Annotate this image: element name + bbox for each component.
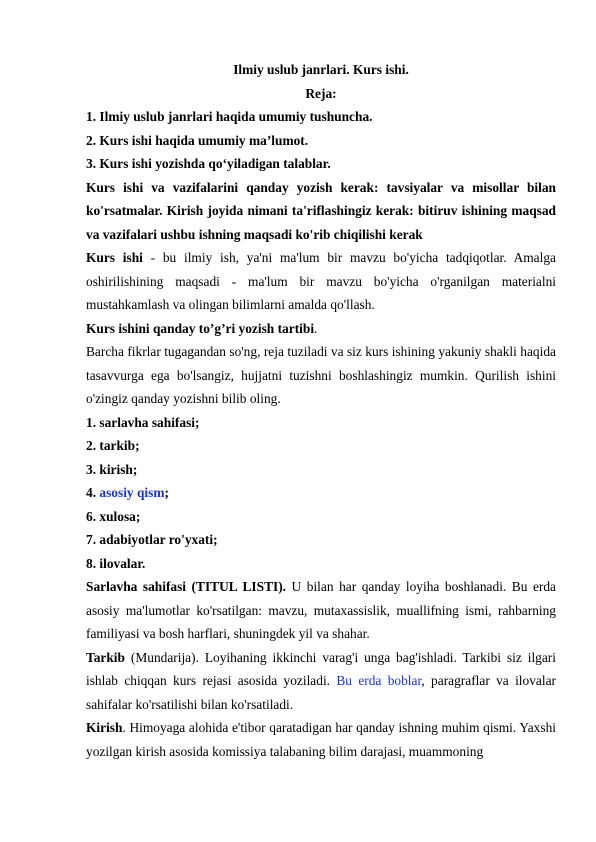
document-title: Ilmiy uslub janrlari. Kurs ishi. [233,62,409,77]
structure-item-7: 7. adabiyotlar ro'yxati; [86,532,218,547]
intro-paragraph: Kurs ishi va vazifalarini qanday yozish kerak: tavsiyalar va misollar bilan ko'rsatmalar. Kirish joyida nimani ta'riflashingiz kerak: bitiruv ishining maqsad va vazifalari ushbu ishning maqsadi ko'rib chiqilishi kerak [86,179,556,242]
boblar-link[interactable]: Bu erda boblar [336,673,422,688]
contents-term: Tarkib [86,649,125,665]
structure-item-6: 6. xulosa; [86,508,141,524]
asosiy-qism-link[interactable]: asosiy qism [99,485,165,500]
structure-item-4: 4. asosiy qism; [86,485,169,500]
definition-paragraph [86,246,556,317]
introduction-paragraph: Kirish. Himoyaga alohida e'tibor qaratadigan har qanday ishning muhim qismi. Yaxshi yozilgan kirish asosida komissiya talabaning bilim darajasi, muammoning [86,720,556,759]
how-heading-text: Kurs ishini qanday to’g’ri yozish tartibi [86,320,315,336]
structure-item-2: 2. tarkib; [86,438,140,453]
definition-text: - bu ilmiy ish, ya'ni ma'lum bir mavzu bo'yicha tadqiqotlar. Amalga oshirilishining maqsadi - ma'lum bir mavzu bo'yicha o'rganilgan materialni mustahkamlash va olingan bilimlarni amalda qo'llash. [86,250,556,312]
plan-item-3: 3. Kurs ishi yozishda qo‘yiladigan talablar. [86,156,331,171]
how-heading [86,317,556,341]
structure-item-8: 8. ilovalar. [86,555,146,571]
how-heading-end: . [314,320,318,336]
title-page-paragraph [86,575,556,646]
document-page [86,58,556,763]
title-page-term: Sarlavha sahifasi (TITUL LISTI). [86,579,287,594]
plan-item-1: 1. Ilmiy uslub janrlari haqida umumiy tushuncha. [86,109,373,124]
introduction-term: Kirish [86,720,123,735]
structure-item-1: 1. sarlavha sahifasi; [86,414,200,430]
contents-paragraph: Tarkib (Mundarija). Loyihaning ikkinchi varag'i unga bag'ishladi. Tarkibi siz ilgari ishlab chiqqan kurs rejasi asosida yoziladi. Bu erda boblar, paragraflar va ilovalar sahifalar ko'rsatilishi bilan ko'rsatiladi. [86,649,556,712]
plan-item-2: 2. Kurs ishi haqida umumiy ma’lumot. [86,132,309,148]
how-paragraph: Barcha fikrlar tugagandan so'ng, reja tuziladi va siz kurs ishining yakuniy shakli haqida tasavvurga ega bo'lsangiz, hujjatni tuzishni boshlashingiz mumkin. Qurilish ishini o'zingiz qanday yozishni bilib oling. [86,344,556,406]
definition-term: Kurs ishi [86,250,143,265]
title-page-text: U bilan har qanday loyiha boshlanadi. Bu erda asosiy ma'lumotlar ko'rsatilgan: mavzu, mutaxassislik, muallifning ismi, rahbarning familiyasi va bosh harflari, shuningdek yil va shahar. [86,579,556,641]
plan-heading: Reja: [305,85,337,101]
structure-item-3: 3. kirish; [86,461,138,477]
